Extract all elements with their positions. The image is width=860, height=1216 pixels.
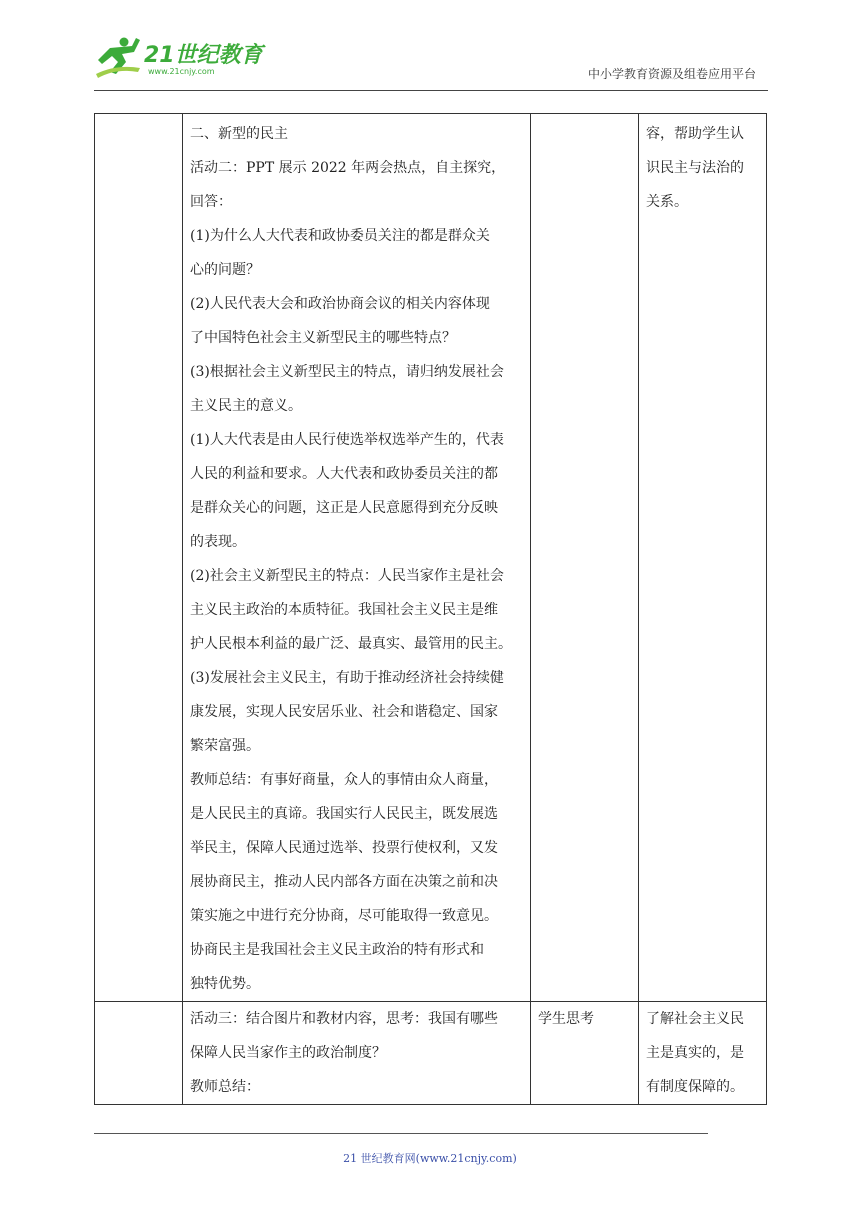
text-line: (2)人民代表大会和政治协商会议的相关内容体现 (190, 296, 490, 312)
text-line: 了解社会主义民 (646, 1011, 744, 1027)
design-intent-cell (639, 114, 767, 1002)
text-line: 策实施之中进行充分协商，尽可能取得一致意见。 (190, 908, 498, 924)
text-line: 人民的利益和要求。人大代表和政协委员关注的都 (190, 466, 498, 482)
text-line: 康发展，实现人民安居乐业、社会和谐稳定、国家 (190, 704, 498, 720)
text-line: (2)社会主义新型民主的特点：人民当家作主是社会 (190, 568, 504, 584)
student-activity (531, 1002, 638, 1036)
footer-divider (94, 1133, 708, 1134)
lesson-plan-table (94, 113, 767, 1105)
text-line: 教师总结：有事好商量，众人的事情由众人商量， (190, 772, 498, 788)
text-line: 心的问题？ (190, 262, 260, 278)
footer-link[interactable]: 21 世纪教育网(www.21cnjy.com) (343, 1152, 517, 1165)
text-line: 主是真实的，是 (646, 1045, 744, 1061)
section-cell (95, 114, 183, 1002)
text-line: 回答： (190, 194, 232, 210)
text-line: 识民主与法治的 (646, 160, 744, 176)
text-line: 独特优势。 (190, 976, 260, 992)
text-line: 二、新型的民主 (190, 126, 288, 142)
student-activity-cell (531, 1002, 639, 1105)
header-divider (94, 90, 768, 91)
table-row (95, 1002, 767, 1105)
text-line: (3)根据社会主义新型民主的特点，请归纳发展社会 (190, 364, 504, 380)
teaching-content-cell (183, 114, 531, 1002)
text-line: 主义民主的意义。 (190, 398, 302, 414)
text-line: 活动二：PPT 展示 2022 年两会热点，自主探究， (190, 160, 506, 176)
design-intent (639, 1002, 766, 1104)
design-intent (639, 114, 766, 219)
logo-text: 21世纪教育 (144, 43, 263, 68)
student-activity-text: 学生思考 (538, 1011, 594, 1027)
text-line: 举民主，保障人民通过选举、投票行使权利，又发 (190, 840, 498, 856)
teaching-content-cell (183, 1002, 531, 1105)
text-line: 协商民主是我国社会主义民主政治的特有形式和 (190, 942, 484, 958)
site-logo[interactable] (96, 34, 266, 82)
text-line: 护人民根本利益的最广泛、最真实、最管用的民主。 (190, 636, 512, 652)
text-line: 是人民民主的真谛。我国实行人民民主，既发展选 (190, 806, 498, 822)
text-line: 展协商民主，推动人民内部各方面在决策之前和决 (190, 874, 498, 890)
teaching-content (183, 1002, 530, 1104)
text-line: (1)人大代表是由人民行使选举权选举产生的，代表 (190, 432, 504, 448)
text-line: 关系。 (646, 194, 688, 210)
text-line: (1)为什么人大代表和政协委员关注的都是群众关 (190, 228, 490, 244)
logo-runner-icon (96, 34, 266, 82)
text-line: 繁荣富强。 (190, 738, 260, 754)
teaching-content (183, 114, 530, 1001)
text-line: 主义民主政治的本质特征。我国社会主义民主是维 (190, 602, 498, 618)
text-line: 有制度保障的。 (646, 1079, 744, 1095)
section-cell (95, 1002, 183, 1105)
text-line: 保障人民当家作主的政治制度？ (190, 1045, 386, 1061)
table-row (95, 114, 767, 1002)
text-line: 活动三：结合图片和教材内容，思考：我国有哪些 (190, 1011, 498, 1027)
text-line: 了中国特色社会主义新型民主的哪些特点？ (190, 330, 456, 346)
text-line: (3)发展社会主义民主，有助于推动经济社会持续健 (190, 670, 504, 686)
text-line: 的表现。 (190, 534, 246, 550)
platform-name: 中小学教育资源及组卷应用平台 (587, 67, 756, 81)
text-line: 容，帮助学生认 (646, 126, 744, 142)
student-activity-cell (531, 114, 639, 1002)
text-line: 教师总结： (190, 1079, 260, 1095)
logo-url: www.21cnjy.com (148, 67, 215, 76)
text-line: 是群众关心的问题，这正是人民意愿得到充分反映 (190, 500, 498, 516)
design-intent-cell (639, 1002, 767, 1105)
